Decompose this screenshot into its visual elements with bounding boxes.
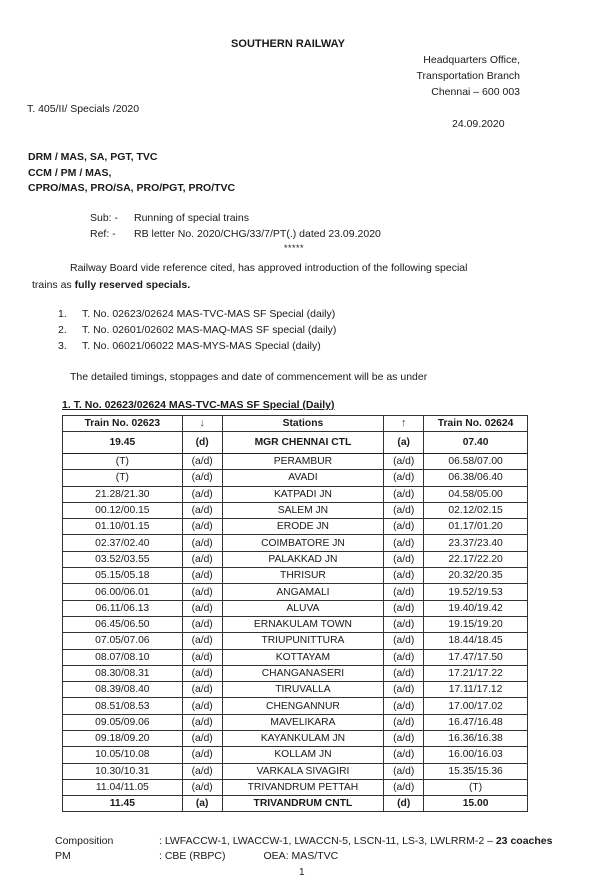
address-line: Headquarters Office, [423,54,520,66]
list-text: T. No. 02623/02624 MAS-TVC-MAS SF Special (daily) [82,308,336,320]
list-text: T. No. 02601/02602 MAS-MAQ-MAS SF special (daily) [82,324,337,336]
station-name: KATPADI JN [222,486,384,502]
timetable-row [63,486,528,502]
up-arr-dep: (a/d) [384,502,424,518]
separator-stars: ***** [284,243,305,253]
up-arr-dep: (a/d) [384,779,424,795]
down-arr-dep: (a/d) [182,714,222,730]
letter-date: 24.09.2020 [452,118,505,130]
timetable-row [63,796,528,812]
station-name: PERAMBUR [222,454,384,470]
reference-text: RB letter No. 2020/CHG/33/7/PT(.) dated 23.09.2020 [134,228,381,240]
station-name: THRISUR [222,568,384,584]
page-number: 1 [299,867,305,878]
organization-title: SOUTHERN RAILWAY [231,38,345,50]
subject-label: Sub: - [90,212,119,224]
train-up-time: 01.17/01.20 [424,519,528,535]
timetable-row [63,747,528,763]
up-arr-dep: (a/d) [384,649,424,665]
paragraph-text: trains as [32,279,75,291]
up-arr-dep: (a/d) [384,682,424,698]
train-up-time: 16.36/16.38 [424,731,528,747]
train-up-time: 15.00 [424,796,528,812]
train-down-time: 00.12/00.15 [63,502,183,518]
down-arr-dep: (a/d) [182,551,222,567]
pm-line [55,849,552,864]
list-text: T. No. 06021/06022 MAS-MYS-MAS Special (daily) [82,340,321,352]
reference-line [90,226,381,242]
train-down-time: 21.28/21.30 [63,486,183,502]
header-train-down: Train No. 02623 [63,416,183,432]
up-arr-dep: (a/d) [384,551,424,567]
subject-block [90,210,381,242]
timetable-row [63,665,528,681]
train-up-time: 07.40 [424,432,528,454]
train-down-time: 11.04/11.05 [63,779,183,795]
train-up-time: 15.35/15.36 [424,763,528,779]
timetable-row [63,763,528,779]
coach-count: 23 coaches [495,835,553,847]
up-arr-dep: (a/d) [384,763,424,779]
recipient-line: CPRO/MAS, PRO/SA, PRO/PGT, PRO/TVC [28,182,236,194]
list-item [58,338,336,354]
train-up-time: 19.15/19.20 [424,616,528,632]
up-arr-dep: (a/d) [384,633,424,649]
down-arr-dep: (a/d) [182,649,222,665]
address-line: Chennai – 600 003 [431,86,520,98]
station-name: ALUVA [222,600,384,616]
up-arr-dep: (a/d) [384,714,424,730]
composition-label: Composition [55,835,114,847]
station-name: TRIUPUNITTURA [222,633,384,649]
paragraph-line: Railway Board vide reference cited, has approved introduction of the following special [70,262,468,274]
station-name: VARKALA SIVAGIRI [222,763,384,779]
timetable-row [63,714,528,730]
train-up-time: 16.00/16.03 [424,747,528,763]
timetable-row [63,633,528,649]
up-arr-dep: (a/d) [384,731,424,747]
detail-intro: The detailed timings, stoppages and date of commencement will be as under [70,371,428,383]
subject-text: Running of special trains [134,212,249,224]
train-down-time: 10.30/10.31 [63,763,183,779]
station-name: KOLLAM JN [222,747,384,763]
timetable-row [63,731,528,747]
down-arr-dep: (a/d) [182,747,222,763]
train-up-time: 19.52/19.53 [424,584,528,600]
train-up-time: 22.17/22.20 [424,551,528,567]
train-down-time: 03.52/03.55 [63,551,183,567]
up-arr-dep: (a/d) [384,698,424,714]
timetable-row [63,682,528,698]
paragraph-line [32,277,467,294]
down-arr-dep: (a/d) [182,519,222,535]
up-arr-dep: (a/d) [384,616,424,632]
station-name: COIMBATORE JN [222,535,384,551]
up-arr-dep: (a/d) [384,665,424,681]
oea-text: OEA: MAS/TVC [263,850,339,862]
body-paragraph [32,260,467,294]
arrow-down-icon: ↓ [182,416,222,432]
up-arr-dep: (a) [384,432,424,454]
down-arr-dep: (d) [182,432,222,454]
train-down-time: 10.05/10.08 [63,747,183,763]
up-arr-dep: (a/d) [384,535,424,551]
station-name: CHANGANASERI [222,665,384,681]
up-arr-dep: (a/d) [384,454,424,470]
up-arr-dep: (a/d) [384,470,424,486]
down-arr-dep: (a/d) [182,616,222,632]
down-arr-dep: (a/d) [182,763,222,779]
timetable-row [63,600,528,616]
train-down-time: 08.07/08.10 [63,649,183,665]
timetable-row [63,454,528,470]
train-list [58,306,336,354]
train-down-time: 06.00/06.01 [63,584,183,600]
train-down-time: 07.05/07.06 [63,633,183,649]
train-down-time: 06.45/06.50 [63,616,183,632]
timetable-row [63,519,528,535]
down-arr-dep: (a/d) [182,486,222,502]
address-line: Transportation Branch [416,70,520,82]
timetable-row [63,779,528,795]
paragraph-emphasis: fully reserved specials. [74,279,191,291]
train-up-time: 17.21/17.22 [424,665,528,681]
timetable-row [63,502,528,518]
timetable-row [63,470,528,486]
office-address [417,52,521,100]
train-up-time: 17.47/17.50 [424,649,528,665]
composition-line [55,834,552,849]
train-down-time: 09.18/09.20 [63,731,183,747]
up-arr-dep: (a/d) [384,600,424,616]
train-up-time: 04.58/05.00 [424,486,528,502]
recipient-line: CCM / PM / MAS, [28,166,112,179]
train-up-time: 16.47/16.48 [424,714,528,730]
station-name: TRIVANDRUM PETTAH [222,779,384,795]
down-arr-dep: (a/d) [182,698,222,714]
timetable [62,415,528,812]
down-arr-dep: (a/d) [182,682,222,698]
timetable-title: 1. T. No. 02623/02624 MAS-TVC-MAS SF Special (Daily) [62,399,335,411]
train-down-time: 09.05/09.06 [63,714,183,730]
down-arr-dep: (a/d) [182,584,222,600]
down-arr-dep: (a/d) [182,779,222,795]
station-name: KAYANKULAM JN [222,731,384,747]
down-arr-dep: (a/d) [182,535,222,551]
timetable-row [63,432,528,454]
train-up-time: 19.40/19.42 [424,600,528,616]
train-up-time: 17.11/17.12 [424,682,528,698]
station-name: CHENGANNUR [222,698,384,714]
train-up-time: 18.44/18.45 [424,633,528,649]
timetable-row [63,584,528,600]
station-name: ERNAKULAM TOWN [222,616,384,632]
up-arr-dep: (a/d) [384,747,424,763]
timetable-header-row [63,416,528,432]
timetable-row [63,535,528,551]
train-up-time: 06.38/06.40 [424,470,528,486]
list-number: 1. [58,308,67,320]
station-name: TRIVANDRUM CNTL [222,796,384,812]
station-name: KOTTAYAM [222,649,384,665]
down-arr-dep: (a/d) [182,470,222,486]
subject-line [90,210,381,226]
timetable-row [63,568,528,584]
down-arr-dep: (a/d) [182,665,222,681]
pm-label: PM [55,850,71,862]
train-down-time: 05.15/05.18 [63,568,183,584]
train-up-time: 17.00/17.02 [424,698,528,714]
train-down-time: 08.51/08.53 [63,698,183,714]
footer-block [55,834,552,864]
down-arr-dep: (a) [182,796,222,812]
recipients-block [28,150,235,197]
train-down-time: (T) [63,454,183,470]
timetable-row [63,698,528,714]
train-down-time: 08.39/08.40 [63,682,183,698]
station-name: TIRUVALLA [222,682,384,698]
station-name: PALAKKAD JN [222,551,384,567]
train-down-time: 06.11/06.13 [63,600,183,616]
train-up-time: 02.12/02.15 [424,502,528,518]
up-arr-dep: (a/d) [384,568,424,584]
arrow-up-icon: ↑ [384,416,424,432]
down-arr-dep: (a/d) [182,454,222,470]
timetable-row [63,551,528,567]
up-arr-dep: (a/d) [384,486,424,502]
down-arr-dep: (a/d) [182,600,222,616]
down-arr-dep: (a/d) [182,502,222,518]
train-up-time: 06.58/07.00 [424,454,528,470]
down-arr-dep: (a/d) [182,633,222,649]
train-down-time: 08.30/08.31 [63,665,183,681]
station-name: ERODE JN [222,519,384,535]
train-down-time: 01.10/01.15 [63,519,183,535]
up-arr-dep: (a/d) [384,519,424,535]
train-down-time: 11.45 [63,796,183,812]
pm-text: : CBE (RBPC) [159,850,226,862]
timetable-row [63,616,528,632]
list-number: 2. [58,324,67,336]
station-name: AVADI [222,470,384,486]
down-arr-dep: (a/d) [182,568,222,584]
station-name: MGR CHENNAI CTL [222,432,384,454]
train-up-time: 23.37/23.40 [424,535,528,551]
station-name: MAVELIKARA [222,714,384,730]
list-number: 3. [58,340,67,352]
timetable-row [63,649,528,665]
list-item [58,306,336,322]
train-down-time: (T) [63,470,183,486]
train-down-time: 02.37/02.40 [63,535,183,551]
up-arr-dep: (a/d) [384,584,424,600]
train-up-time: (T) [424,779,528,795]
station-name: SALEM JN [222,502,384,518]
list-item [58,322,336,338]
down-arr-dep: (a/d) [182,731,222,747]
station-name: ANGAMALI [222,584,384,600]
up-arr-dep: (d) [384,796,424,812]
reference-number: T. 405/II/ Specials /2020 [27,103,140,115]
train-up-time: 20.32/20.35 [424,568,528,584]
header-train-up: Train No. 02624 [424,416,528,432]
reference-label: Ref: - [90,228,116,240]
recipient-line: DRM / MAS, SA, PGT, TVC [28,151,158,163]
train-down-time: 19.45 [63,432,183,454]
header-stations: Stations [222,416,384,432]
composition-text: : LWFACCW-1, LWACCW-1, LWACCN-5, LSCN-11, LS-3, LWLRRM-2 – [159,835,496,847]
